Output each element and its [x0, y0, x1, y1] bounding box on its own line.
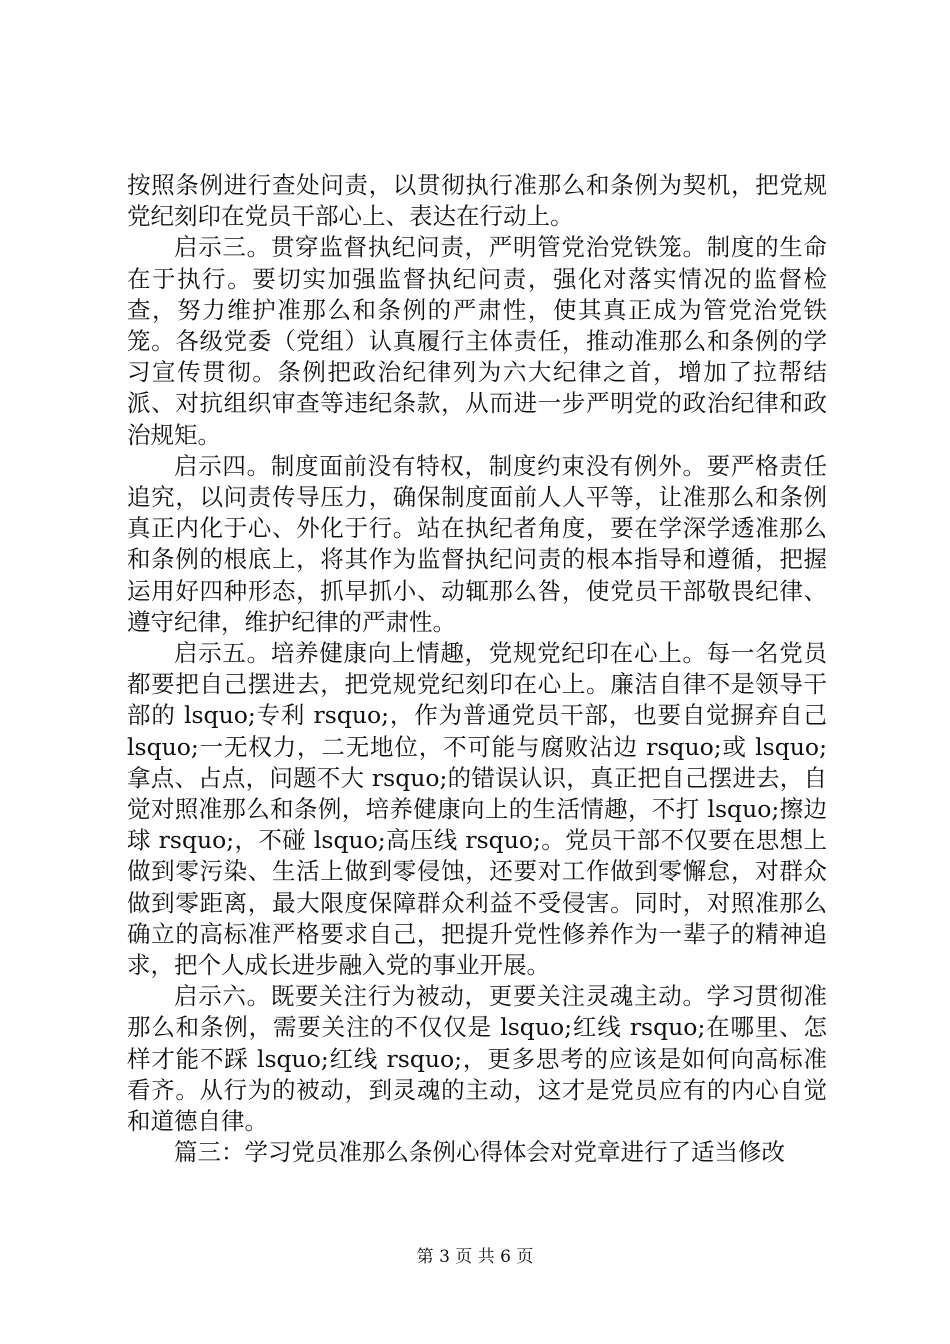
paragraph: 按照条例进行查处问责，以贯彻执行准那么和条例为契机，把党规党纪刻印在党员干部心上、表达在行动上。	[127, 171, 827, 231]
paragraph: 启示六。既要关注行为被动，更要关注灵魂主动。学习贯彻准那么和条例，需要关注的不仅仅是 lsquo;红线 rsquo;在哪里、怎样才能不踩 lsquo;红线 rsquo;，更多思考的应该是如何向高标准看齐。从行为的被动，到灵魂的主动，这才是党员应有的内心自觉和道德自律。	[127, 982, 827, 1136]
paragraph: 篇三：学习党员准那么条例心得体会对党章进行了适当修改	[174, 1138, 785, 1167]
paragraph: 启示五。培养健康向上情趣，党规党纪印在心上。每一名党员都要把自己摆进去，把党规党纪刻印在心上。廉洁自律不是领导干部的 lsquo;专利 rsquo;，作为普通党员干部，也要自觉摒弃自己 lsquo;一无权力，二无地位，不可能与腐败沾边 rsquo;或 lsquo;拿点、占点，问题不大 rsquo;的错误认识，真正把自己摆进去，自觉对照准那么和条例，培养健康向上的生活情趣，不打 lsquo;擦边球 rsquo;，不碰 lsquo;高压线 rsquo;。党员干部不仅要在思想上做到零污染、生活上做到零侵蚀，还要对工作做到零懈怠，对群众做到零距离，最大限度保障群众利益不受侵害。同时，对照准那么确立的高标准严格要求自己，把提升党性修养作为一辈子的精神追求，把个人成长进步融入党的事业开展。	[127, 639, 827, 980]
paragraph: 启示三。贯穿监督执纪问责，严明管党治党铁笼。制度的生命在于执行。要切实加强监督执纪问责，强化对落实情况的监督检查，努力维护准那么和条例的严肃性，使其真正成为管党治党铁笼。各级党委（党组）认真履行主体责任，推动准那么和条例的学习宣传贯彻。条例把政治纪律列为六大纪律之首，增加了拉帮结派、对抗组织审查等违纪条款，从而进一步严明党的政治纪律和政治规矩。	[127, 233, 827, 449]
page-number-footer: 第 3 页 共 6 页	[416, 1247, 534, 1267]
paragraph: 启示四。制度面前没有特权，制度约束没有例外。要严格责任追究，以问责传导压力，确保制度面前人人平等，让准那么和条例真正内化于心、外化于行。站在执纪者角度，要在学深学透准那么和条例的根底上，将其作为监督执纪问责的根本指导和遵循，把握运用好四种形态，抓早抓小、动辄那么咎，使党员干部敬畏纪律、遵守纪律，维护纪律的严肃性。	[127, 451, 827, 636]
document-body	[127, 170, 827, 1169]
